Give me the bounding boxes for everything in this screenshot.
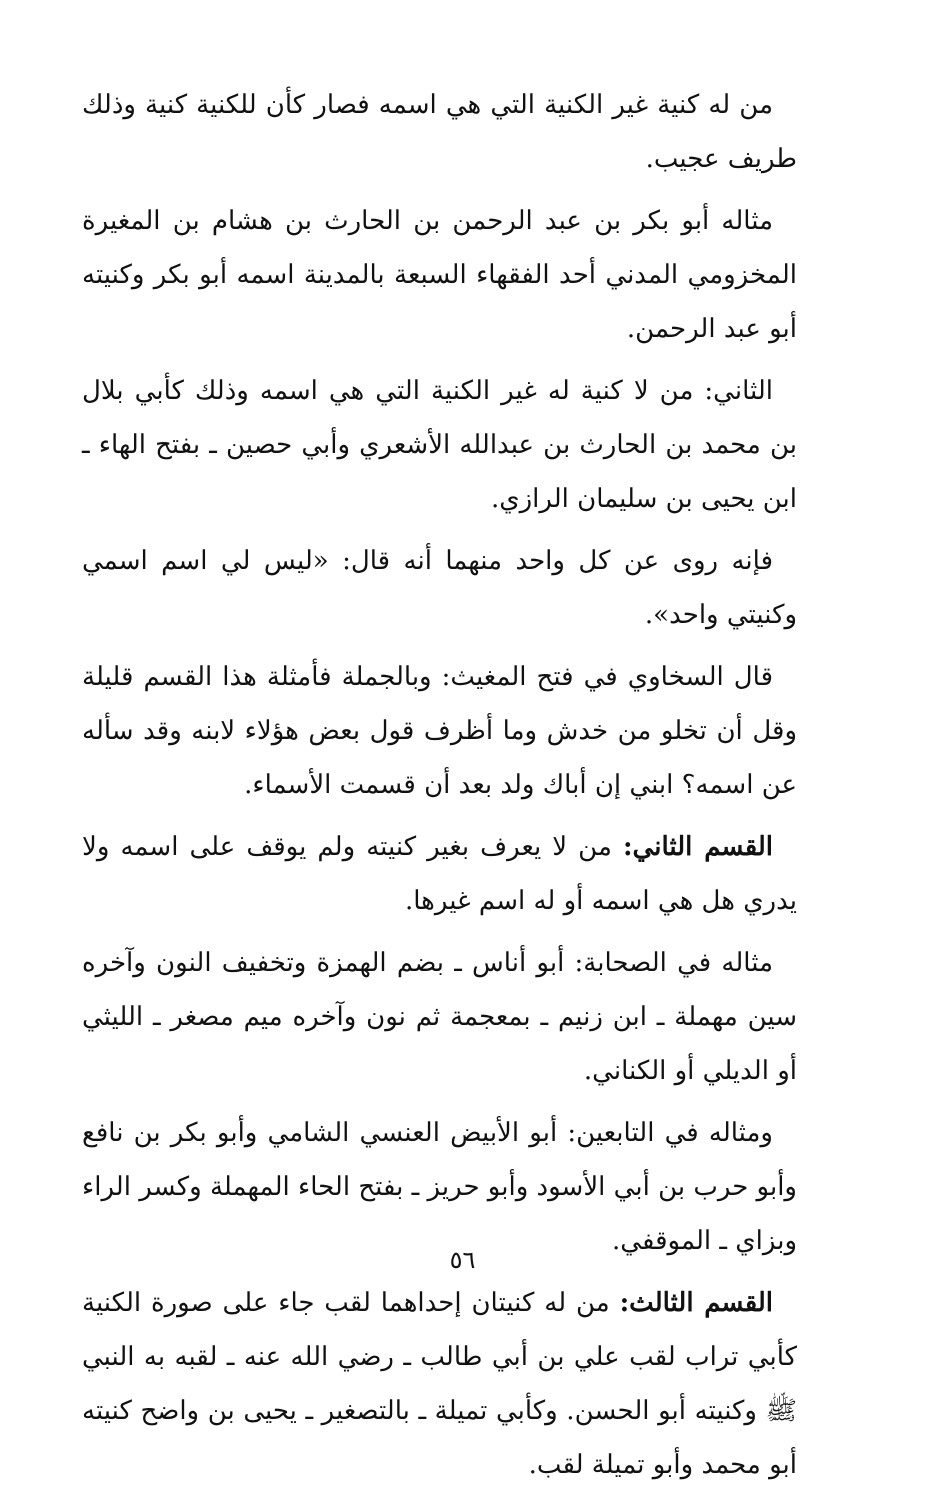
paragraph-1 (82, 78, 797, 186)
paragraph-text: مثاله أبو بكر بن عبد الرحمن بن الحارث بن هشام بن المغيرة المخزومي المدني أحد الفقهاء السبعة بالمدينة اسمه أبو بكر وكنيته أبو عبد الرحمن. (82, 206, 797, 344)
paragraph-text: فإنه روى عن كل واحد منهما أنه قال: «ليس لي اسم اسمي وكنيتي واحد». (82, 546, 797, 630)
section-heading: القسم الثالث: (619, 1288, 773, 1318)
paragraph-text: مثاله في الصحابة: أبو أناس ـ بضم الهمزة وتخفيف النون وآخره سين مهملة ـ ابن زنيم ـ بمعجمة ثم نون وآخره ميم مصغر ـ الليثي أو الديلي أو الكناني. (82, 948, 797, 1086)
page-body (82, 78, 797, 1500)
section-heading: القسم الثاني: (622, 832, 774, 862)
paragraph-3 (82, 364, 797, 526)
paragraph-8 (82, 1106, 797, 1268)
paragraph-text: قال السخاوي في فتح المغيث: وبالجملة فأمثلة هذا القسم قليلة وقل أن تخلو من خدش وما أظرف قول بعض هؤلاء لابنه وقد سأله عن اسمه؟ ابني إن أباك ولد بعد أن قسمت الأسماء. (82, 662, 797, 800)
paragraph-text: من له كنيتان إحداهما لقب جاء على صورة الكنية كأبي تراب لقب علي بن أبي طالب ـ رضي الله عنه ـ لقبه به النبي ﷺ وكنيته أبو الحسن. وكأبي تميلة ـ بالتصغير ـ يحيى بن واضح كنيته أبو محمد وأبو تميلة لقب. (82, 1288, 797, 1480)
paragraph-5 (82, 650, 797, 812)
page-number: ٥٦ (449, 1246, 476, 1274)
paragraph-4 (82, 534, 797, 642)
paragraph-text: ومثاله في التابعين: أبو الأبيض العنسي الشامي وأبو بكر بن نافع وأبو حرب بن أبي الأسود وأبو حريز ـ بفتح الحاء المهملة وكسر الراء وبزاي ـ الموقفي. (82, 1118, 797, 1256)
paragraph-7 (82, 936, 797, 1098)
paragraph-6 (82, 820, 797, 928)
paragraph-9 (82, 1276, 797, 1492)
paragraph-text: من له كنية غير الكنية التي هي اسمه فصار كأن للكنية كنية وذلك طريف عجيب. (82, 90, 797, 174)
paragraph-text: الثاني: من لا كنية له غير الكنية التي هي اسمه وذلك كأبي بلال بن محمد بن الحارث بن عبدالله الأشعري وأبي حصين ـ بفتح الهاء ـ ابن يحيى بن سليمان الرازي. (82, 376, 797, 514)
paragraph-text: من لا يعرف بغير كنيته ولم يوقف على اسمه ولا يدري هل هي اسمه أو له اسم غيرها. (82, 832, 797, 916)
paragraph-2 (82, 194, 797, 356)
